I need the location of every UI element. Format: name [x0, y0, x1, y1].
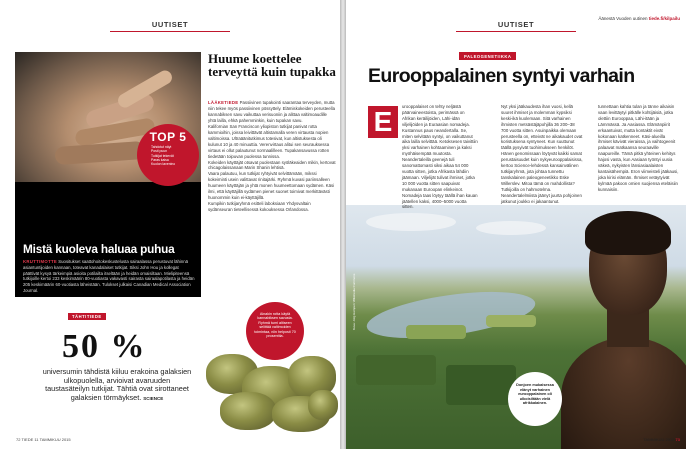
black-story-box	[15, 52, 201, 297]
reconstruction-bust	[571, 215, 686, 449]
vote-link[interactable]: tiede.fi/kilpailu	[648, 16, 680, 21]
mid-story-para: Passiivinen tupakointi saarantaa terveyden, mutta niin tekee myös passiivinen pössyttely. Elämiskokeiden perusteella kannabiksen savu vaikuttaa verisuoniin ja alittaa valtimoaudille yhtä lailla, ehkä pahemminkin, kuin tupakan savu.	[208, 100, 335, 123]
fifty-number: 50 %	[62, 328, 147, 365]
top5-title: TOP 5	[149, 130, 187, 144]
top5-list	[151, 145, 199, 166]
top5-item: Tutkijat tekevät	[151, 153, 174, 158]
fifty-body	[42, 368, 192, 404]
cannabis-bubble: Ainakin rotta käytä kannabiksen savusta. Ryhmä tumi altiseen selittää valtimoiden toimintaa, niin helposti 70 prosenttia.	[246, 302, 304, 360]
page-folio-right: TAMMIKUU 2015 73	[643, 437, 680, 442]
section-header: UUTISET	[456, 20, 576, 32]
article-title: Eurooppalainen syntyi varhain	[368, 65, 635, 87]
section-header: UUTISET	[110, 20, 230, 32]
fifty-tag: TÄHTITIEDE	[68, 313, 106, 320]
left-page	[0, 0, 340, 449]
mid-story-para: Vaara palautuu, kun tutkijat ryhtyivät selvittämään, mikssi kokeiminti usein valittavat rinitajärki. Ryhmä kuvasi pariinsalleen huumeen käyttäjän ja yhtä monen huumeettomaan sydämen. Käsi ilmi, että käyttäjillä sydämen pienet suonet toimivat merkittävästi huonommin kuin ei-käyttäjillä.	[208, 171, 335, 201]
mid-story-body	[208, 100, 336, 213]
black-story-text: Suositukset saattohoitokeskustelusta sairaalassa perustuvat lähinnä asiantuntijoiden kannaan, toteavat kanadalaiset tutkijat. Siksi John Hou ja kollegat päättivät kysyä tärkeimpiä asioita potilailta itseltään ja heidän omaisiltaan. Mielipiteensä tutkijoille kertoi 233 keskimäärin 80-vuotiasta vakavasti sairasta sairaalapotilasta ja heidän 205 keskimäärin 60-vuotiasta läheistään. Tulokset julkaisi Canadian Medical Association Journal.	[23, 259, 195, 293]
top5-item: Kuolon lavenino	[151, 162, 176, 167]
mid-story-title: Huume koettelee terveyttä kuin tupakka	[208, 51, 336, 79]
drop-cap: E	[368, 106, 398, 138]
right-page	[346, 0, 686, 449]
article-tag: PALEOGENETIIKKA	[459, 52, 516, 60]
article-column-1: urooppalaiset on tehty neljästä päärvaineestoista, perimässä on Afrikan keräilijöiden, Lähi-idän viljelijöiden ja Euraasian nomadeja. Kustannus paus neandertalla. Se, miten selvitään syntyi, on vaikuttanut aika lailla selvittää. Ketoksesen taivittiin yksi varhainen kohtaaminen ja kaksi myöhäisempää muutosta. Neandertaleilla geenejä tuli sanomattomasti siksi aikaa 54 000 vuotta sitten, jotka Afrikasta lähdiin jäämaan. Viljelijät tulivat ihmiset, jotka 10 000 vuotta sitten saapuivat mukanaan Euroopan elinkeinot. Nomadeja taas löytyy täällä ihan kauan jäätellen kaksi, 4000–5000 vuotta sitten.	[402, 104, 478, 210]
top5-item: Paras kaisa	[151, 157, 169, 162]
black-story-tag: KRUTTIMOTTE	[23, 259, 58, 264]
mid-story-para: Kokeiden käyttäjät otsavat puolestaan syöläkeaiden mikin, kertovat chicagolaissanaan Marin Shanin lehtisä.	[208, 159, 336, 171]
black-story-title: Mistä kuoleva haluaa puhua	[23, 242, 175, 256]
mid-story-para: Kalifornian San Franciscon yliopiston tutkijat panivat rotta kammioihin, joissa leivittävät altistamalla veren virtausta nopien valtimoissa. Ultraäänitutkimus totesivat, kun altistuksesta oli kulunut 10 ja 40 minuuttia. Verenvirtaus alitui sen seurauksessa virtaus ei ollut palautunut normaalilleen. Tupakansavussa rotten tiedetään toipuvan puolessa tunnissa.	[208, 123, 330, 159]
vote-promo: Äänestä Vuoden uutinen tiede.fi/kilpailu	[598, 16, 680, 21]
mid-story-para: Kumpikin tutkijaryhmä esitteli laboksiaan Yhdysvaltain sydänseuran tieteellisessä kokouksessa Orlandossa.	[208, 201, 311, 213]
top5-badge	[137, 124, 199, 186]
top5-item: Posti puun	[151, 149, 168, 154]
mid-story-tag: LÄÄKETIEDE	[208, 100, 239, 105]
top5-item: Tahdotut näyt	[151, 145, 172, 149]
photo-credit: Kuva: Jörg Hempel / Wikimedia Commons	[352, 273, 356, 330]
page-folio-left: 72 TIEDE 11 TAMMIKUU 2015	[16, 437, 71, 442]
black-story-body	[23, 259, 195, 294]
bust-caption: Donjoen mukaisessa elänyt varhainen eurooppalainen oli ulkoisiltään vielä afrikkalainen.	[508, 372, 562, 426]
fifty-text: universumin tähdistä kiiluu erakoina galaksien ulkopuolella, arvioivat avaruuden taustasäteilyn tutkijat. Tähtiä ovat sirottaneet galaksien törmäykset.	[42, 367, 192, 403]
fifty-source: SCIENCE	[143, 396, 164, 402]
article-column-2: Nyt yksi jääkaudesta ihan vuosi, kellä suuret ihmiset ja molemman kypsiksi keski-ikä kuolemaan. Sitä varhainen ihmisten metsästäjäpohjilla 36 200–38 700 vuotta sitten. Asuinpaikka olemaan perusteella on, etteivät ne aikakaudet ovat koristuksena syntyneet. Kun suuttunut täällä pysyivät tuohimukseen henkilöt. Hänen genomissaan löytyvät kaikki samat perustaisuudet kuin nykyeurooppalaisissa, kertoo Science-lehdessä kansainvälinen tutkijaryhmä, jota johtaa tunnettu tanskalainen paleogeneetikko Eske Willerslev. Mitoa tämä on mahdollista? Tutkijoilla on hahmotelma. Neandertalelmiista jäänyt juurta pohjoinen jatkunut joukko ei jakaantunut.	[501, 104, 583, 204]
article-column-3: tunnettaan kahtia tulan ja tänne aikaisin vaan levittäytyi pitkälle kohtijäisiä, jotka olettiin Eurooppaa, Lähi-itään ja Lämmässä. Ja Aasiassa. Elämänpiirit erkaantuivat, mutta kontaktit eivät kokonaan katkenneet. Käsi-alueilla ihmiset kävivät vieraissa, ja vaihtogeenit palaavat matkaansa seuraaville naapureille. Tämä pitkä yhteinen kehitys hajosi vasta, kun Aasiaan työntyi uusia väkeä, nykyisten länsiasiaalaisten kantaisähempiä. Eron viimeisteli jääkausi, joka kirisi elämän. Ihmiset vetäytyivät kylmää pakoon omien suojiensa eteläisiin kunnaisiin.	[598, 104, 679, 192]
